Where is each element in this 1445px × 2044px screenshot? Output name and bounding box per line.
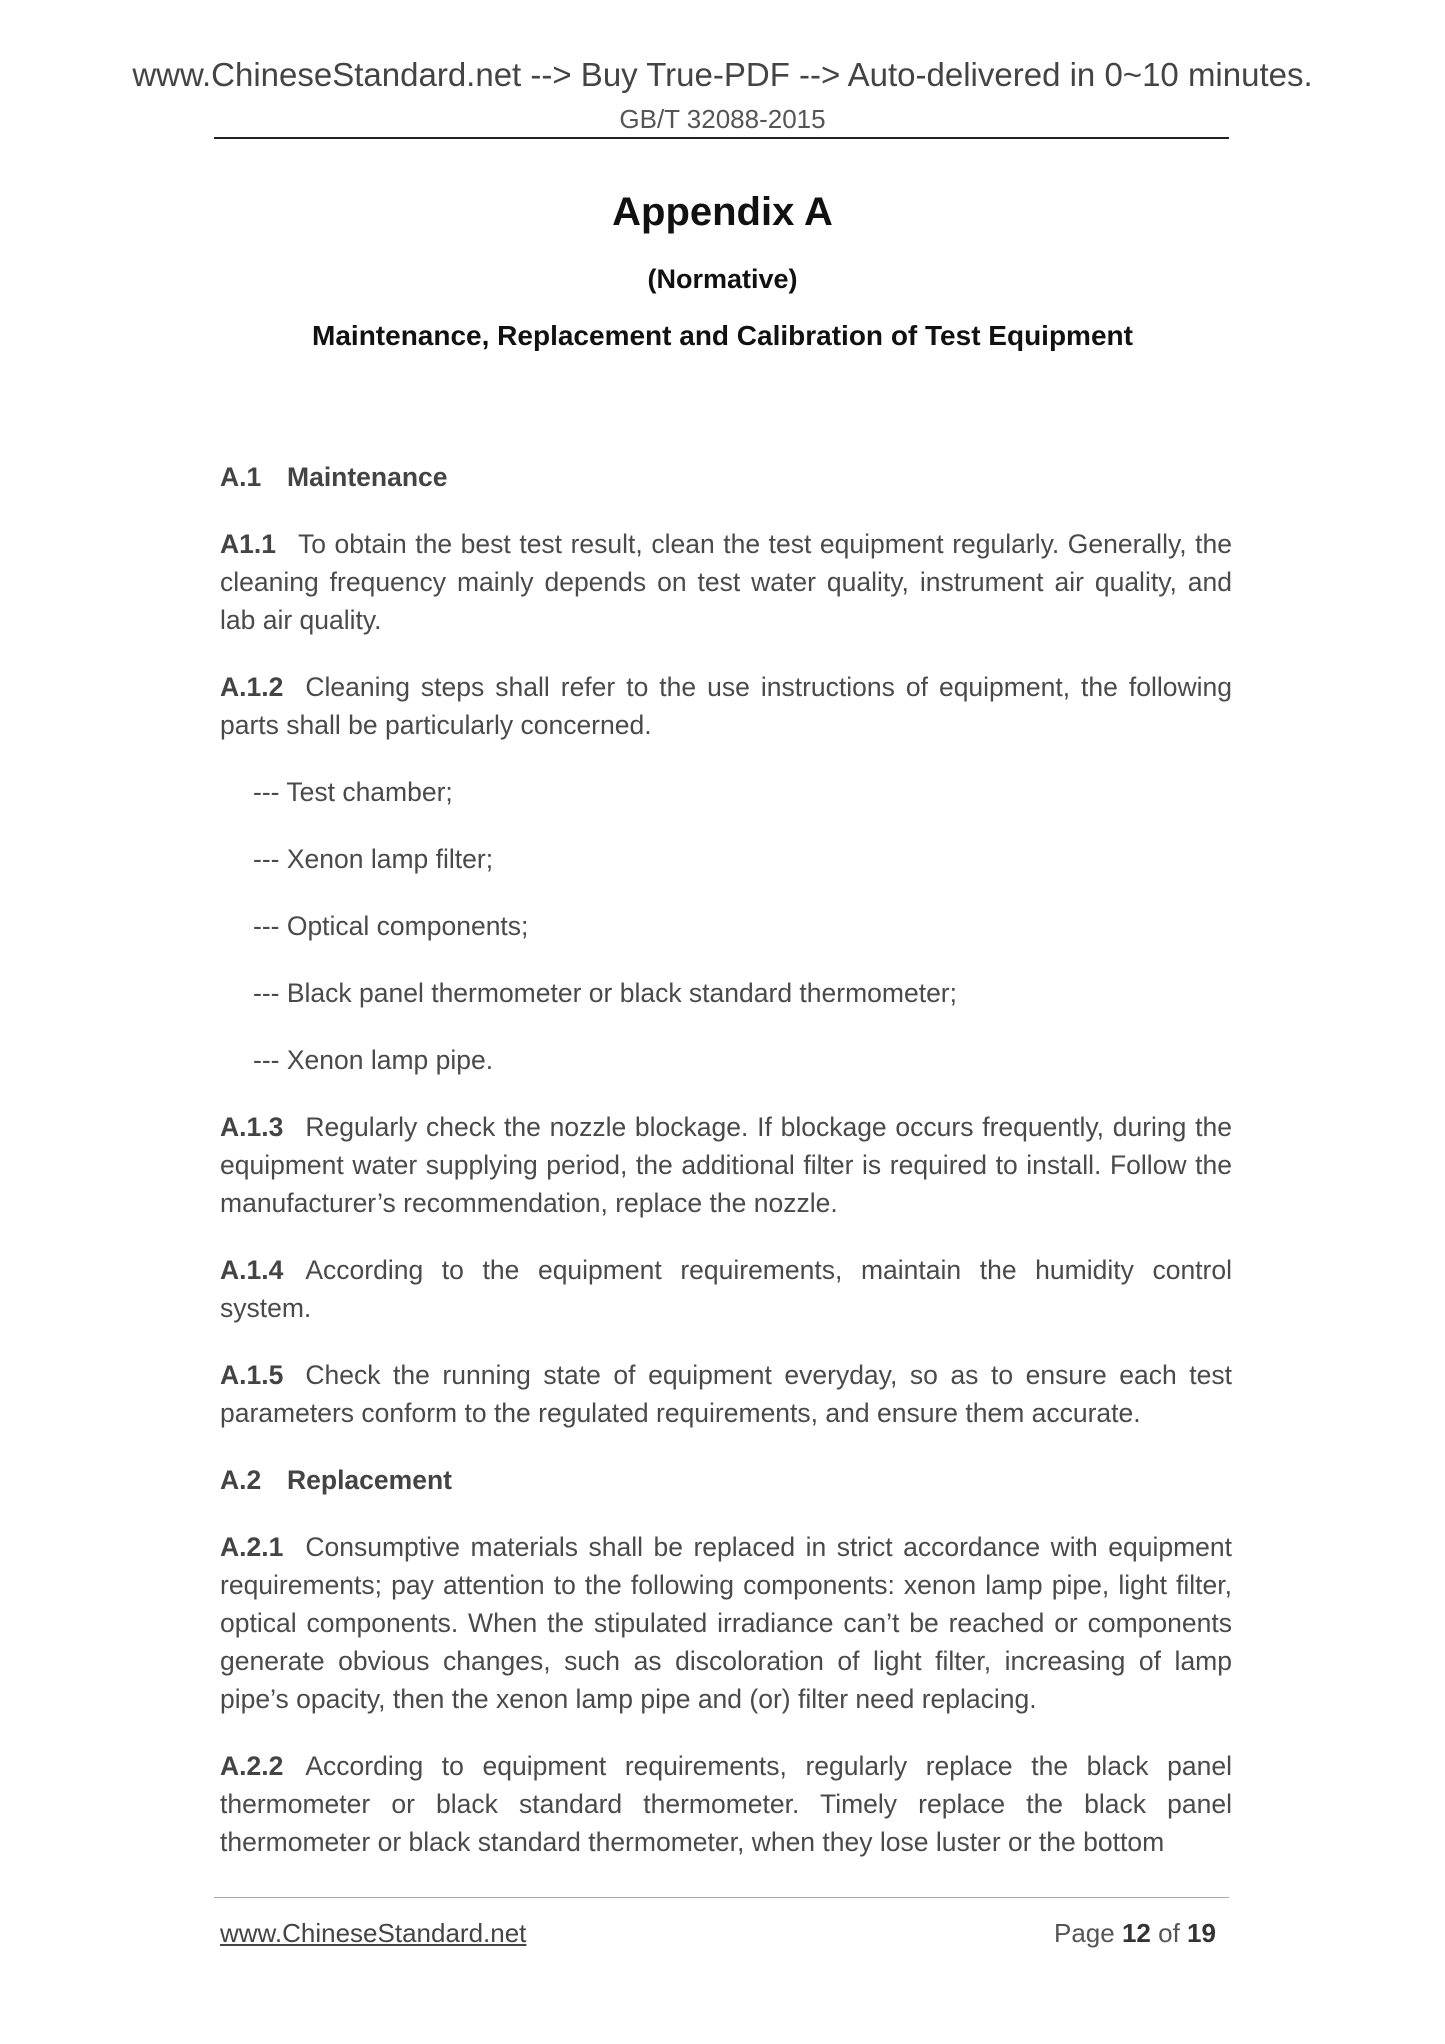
list-item: --- Test chamber; <box>253 777 453 807</box>
page-total: 19 <box>1187 1918 1216 1948</box>
section-title: Replacement <box>287 1465 452 1495</box>
clause-a1-2 <box>220 668 1232 744</box>
header-divider <box>214 137 1229 139</box>
section-title: Maintenance <box>287 462 448 492</box>
clause-a1-3 <box>220 1108 1232 1222</box>
section-number: A.1 <box>220 462 262 492</box>
document-body <box>220 458 1232 1890</box>
clause-text: Regularly check the nozzle blockage. If blockage occurs frequently, during the equipment water supplying period, the additional filter is required to install. Follow the manufacturer’s recommendation, replace the nozzle. <box>220 1112 1232 1218</box>
clause-text: To obtain the best test result, clean the test equipment regularly. Generally, the cleaning frequency mainly depends on test water quality, instrument air quality, and lab air quality. <box>220 529 1232 635</box>
header-banner: www.ChineseStandard.net --> Buy True-PDF --> Auto-delivered in 0~10 minutes. <box>132 56 1313 93</box>
clause-a1-4 <box>220 1251 1232 1327</box>
clause-a1-5 <box>220 1356 1232 1432</box>
clause-text: According to the equipment requirements, maintain the humidity control system. <box>220 1255 1232 1323</box>
clause-number: A.1.4 <box>220 1255 284 1285</box>
clause-text: Check the running state of equipment everyday, so as to ensure each test parameters conform to the regulated requirements, and ensure them accurate. <box>220 1360 1232 1428</box>
section-heading-maintenance <box>220 458 1232 496</box>
page-subtitle: (Normative) <box>647 264 798 294</box>
footer-divider <box>214 1897 1229 1898</box>
list-item: --- Xenon lamp pipe. <box>253 1045 494 1075</box>
list-item: --- Optical components; <box>253 911 529 941</box>
clause-text: Cleaning steps shall refer to the use instructions of equipment, the following parts shall be particularly concerned. <box>220 672 1232 740</box>
clause-number: A.2.2 <box>220 1751 284 1781</box>
clause-number: A.1.2 <box>220 672 284 702</box>
section-number: A.2 <box>220 1465 262 1495</box>
page-of-label: of <box>1158 1918 1180 1948</box>
clause-a1-1 <box>220 525 1232 639</box>
clause-a2-2 <box>220 1747 1232 1861</box>
standard-code: GB/T 32088-2015 <box>619 104 826 134</box>
clause-a2-1 <box>220 1528 1232 1718</box>
list-item: --- Black panel thermometer or black standard thermometer; <box>253 978 957 1008</box>
clause-number: A.1.5 <box>220 1360 284 1390</box>
section-heading-replacement <box>220 1461 1232 1499</box>
list-item: --- Xenon lamp filter; <box>253 844 494 874</box>
page-label: Page <box>1054 1918 1115 1948</box>
clause-number: A.1.3 <box>220 1112 284 1142</box>
footer-site-link[interactable]: www.ChineseStandard.net <box>220 1918 527 1948</box>
page-number <box>1054 1918 1216 1949</box>
page-current: 12 <box>1121 1918 1151 1948</box>
page-title: Appendix A <box>612 190 833 234</box>
clause-text: Consumptive materials shall be replaced in strict accordance with equipment requirements; pay attention to the following components: xenon lamp pipe, light filter, optical components. When the stipulated irradiance can’t be reached or components generate obvious changes, such as discoloration of light filter, increasing of lamp pipe’s opacity, then the xenon lamp pipe and (or) filter need replacing. <box>220 1532 1232 1714</box>
clause-number: A.2.1 <box>220 1532 284 1562</box>
clause-number: A1.1 <box>220 529 276 559</box>
page-heading: Maintenance, Replacement and Calibration of Test Equipment <box>312 320 1133 351</box>
clause-text: According to equipment requirements, regularly replace the black panel thermometer or black standard thermometer. Timely replace the black panel thermometer or black standard thermometer, when they lose luster or the bottom <box>220 1751 1232 1857</box>
